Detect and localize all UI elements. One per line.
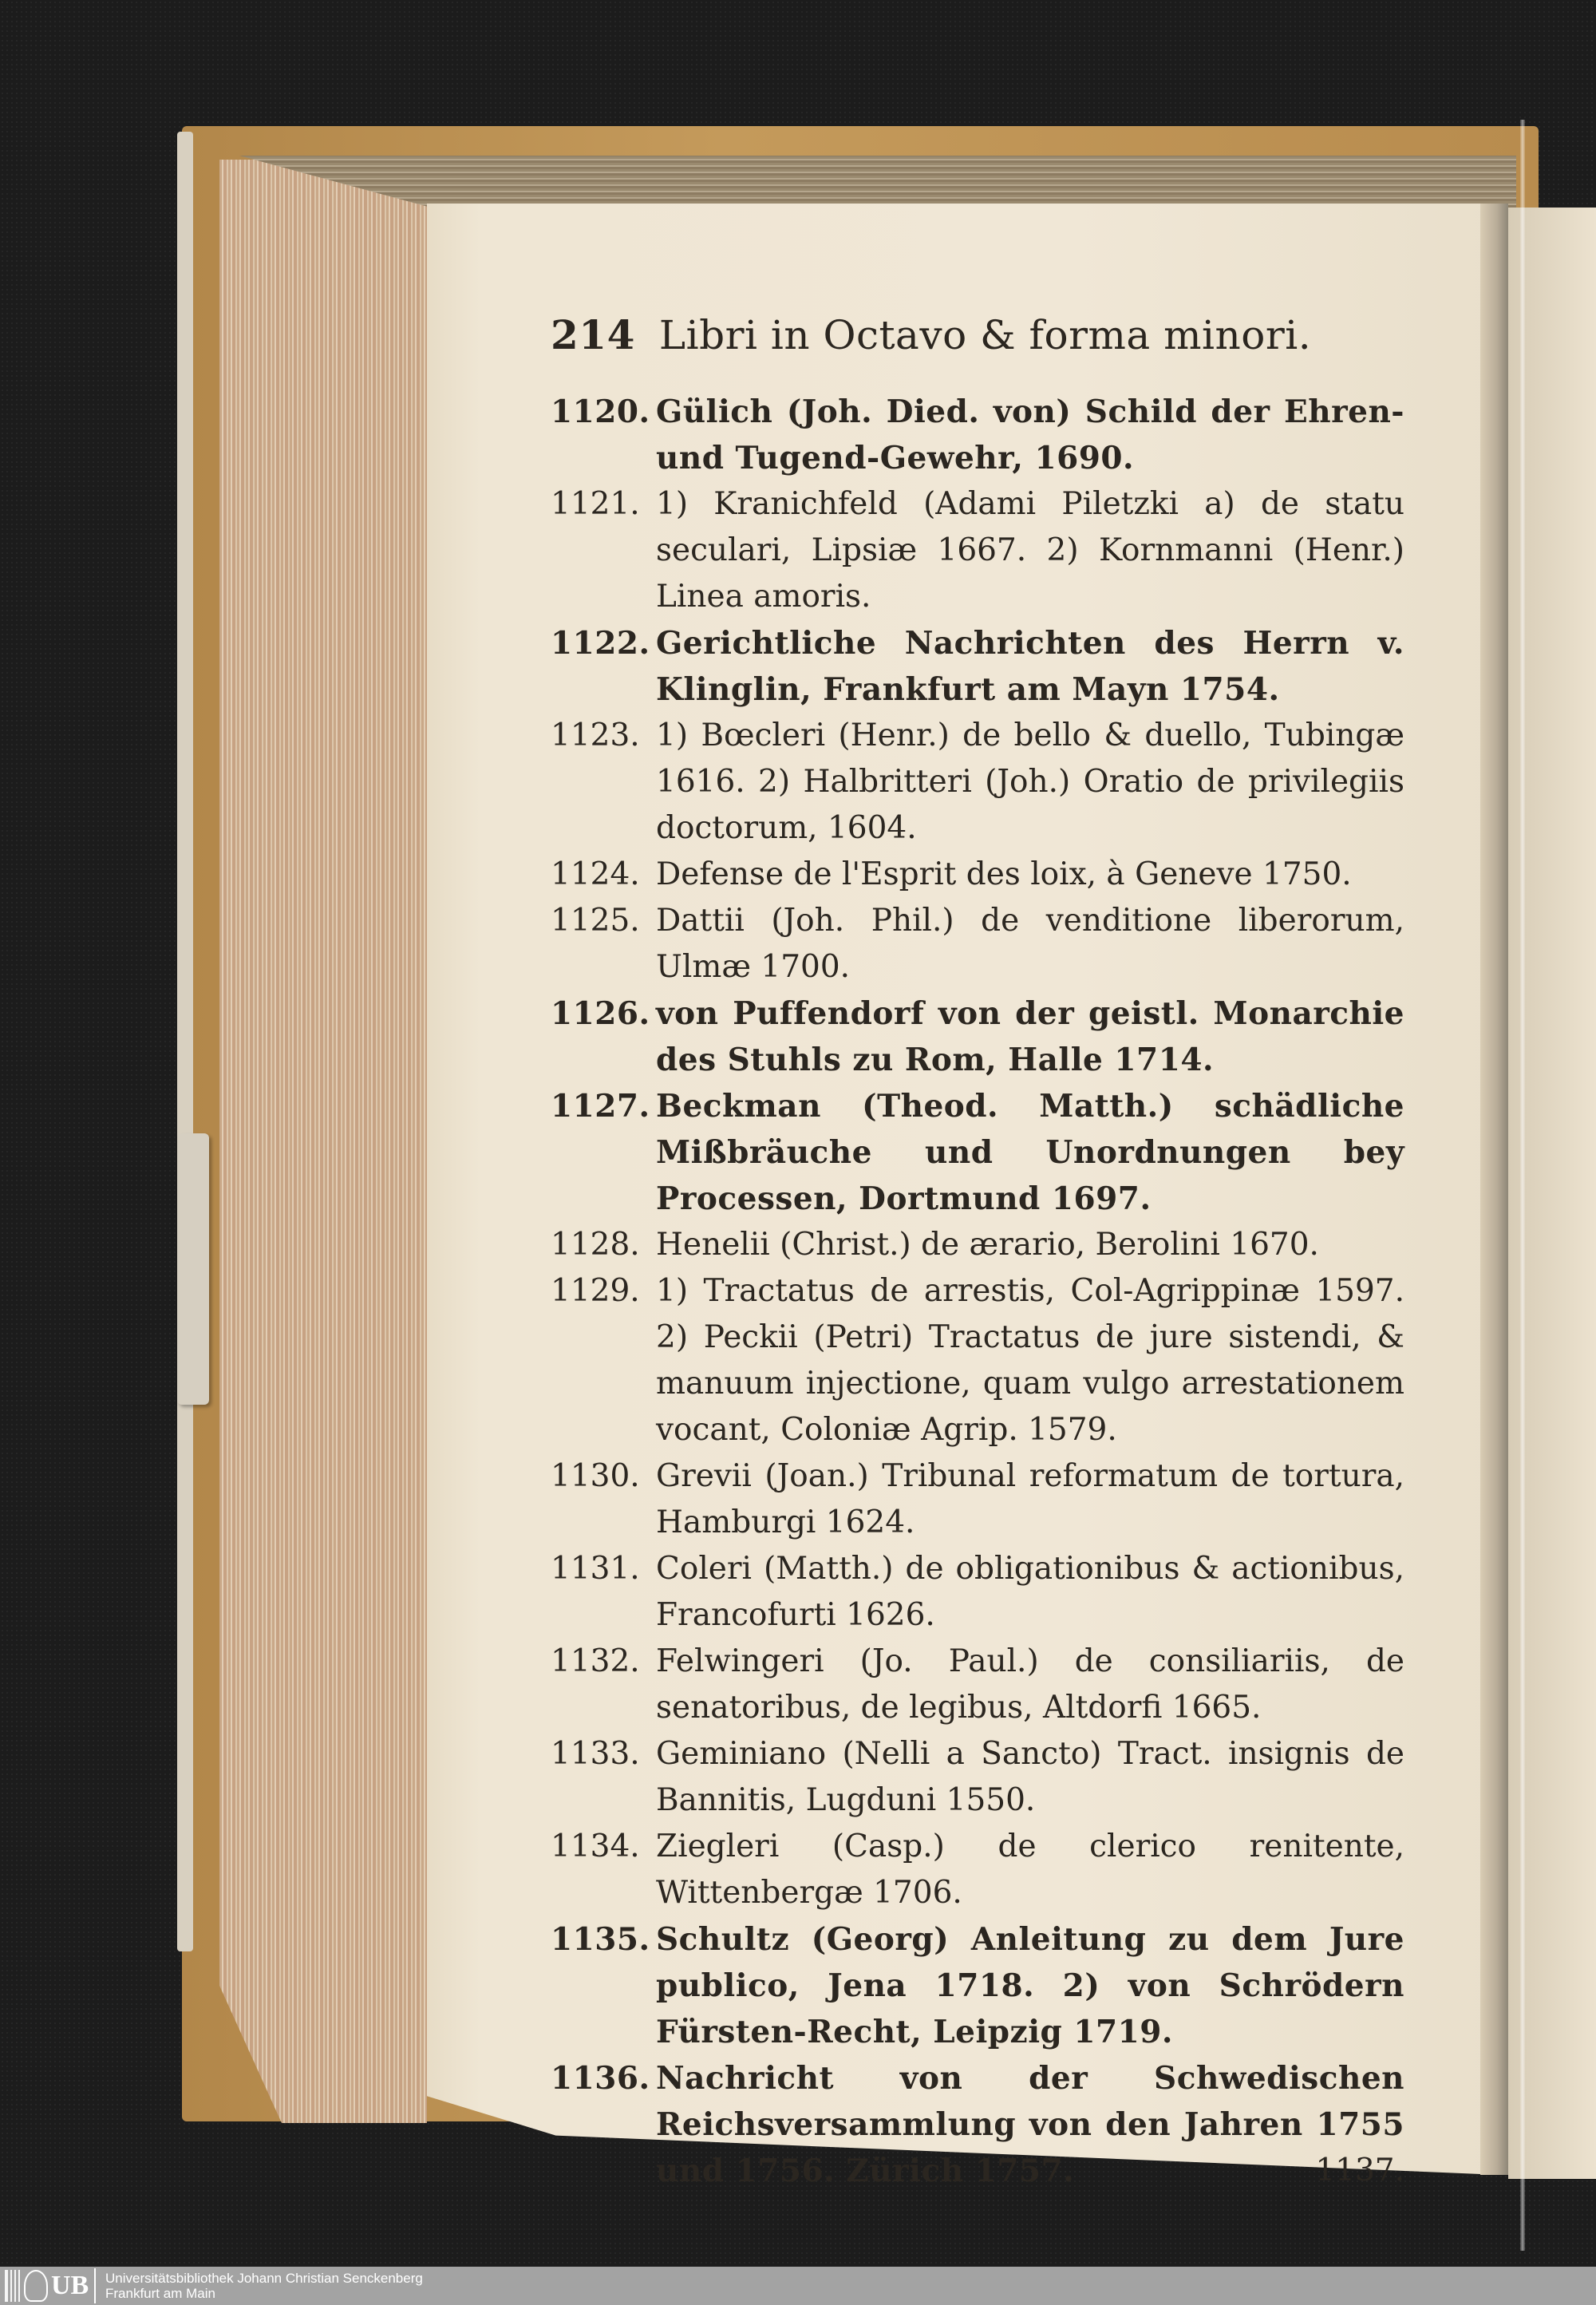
entry-number: 1125. xyxy=(551,903,640,939)
catalog-entry xyxy=(551,481,1404,620)
entry-number: 1135. xyxy=(551,1921,650,1958)
page-block-top xyxy=(239,156,1516,208)
entry-number: 1120. xyxy=(551,393,650,430)
catalog-entry xyxy=(551,1453,1404,1546)
entry-text: 1) Bœcleri (Henr.) de bello & duello, Tubingæ 1616. 2) Halbritteri (Joh.) Oratio de privilegiis doctorum, 1604. xyxy=(656,718,1404,846)
entry-number: 1128. xyxy=(551,1227,640,1263)
entry-text: 1) Tractatus de arrestis, Col-Agrippinæ 1597. 2) Peckii (Petri) Tractatus de jure sistendi, & manuum injectione, quam vulgo arrestationem vocant, Coloniæ Agrip. 1579. xyxy=(656,1273,1404,1448)
entry-text: Schultz (Georg) Anleitung zu dem Jure publico, Jena 1718. 2) von Schrödern Fürsten-Recht, Leipzig 1719. xyxy=(656,1921,1404,2050)
entry-number: 1124. xyxy=(551,856,640,892)
institution-city: Frankfurt am Main xyxy=(105,2286,215,2301)
catalog-entry xyxy=(551,620,1404,713)
entry-number: 1123. xyxy=(551,718,640,753)
entry-number: 1121. xyxy=(551,486,640,522)
entry-number: 1130. xyxy=(551,1458,640,1494)
entry-text: Geminiano (Nelli a Sancto) Tract. insignis de Bannitis, Lugduni 1550. xyxy=(656,1736,1404,1818)
institution-name: Universitätsbibliothek Johann Christian Senckenberg xyxy=(105,2271,423,2286)
catalog-entry xyxy=(551,1268,1404,1453)
entry-text: Felwingeri (Jo. Paul.) de consiliariis, de senatoribus, de legibus, Altdorfi 1665. xyxy=(656,1643,1404,1726)
catalog-entry xyxy=(551,898,1404,990)
running-head: Libri in Octavo & forma minori. xyxy=(658,312,1312,358)
library-logo xyxy=(0,2268,96,2303)
entry-text: Gerichtliche Nachrichten des Herrn v. Klinglin, Frankfurt am Mayn 1754. xyxy=(656,625,1404,708)
entry-text: Beckman (Theod. Matth.) schädliche Mißbräuche und Unordnungen bey Processen, Dortmund 1697. xyxy=(656,1088,1404,1217)
entry-text: Nachricht von der Schwedischen Reichsversammlung von den Jahren 1755 und 1756. Zürich 1757. xyxy=(656,2060,1404,2189)
entry-number: 1122. xyxy=(551,625,650,662)
catalog-entry xyxy=(551,1222,1404,1268)
entry-text: Grevii (Joan.) Tribunal reformatum de tortura, Hamburgi 1624. xyxy=(656,1458,1404,1540)
gutter-shadow xyxy=(1480,204,1508,2175)
logo-text: UB xyxy=(51,2271,89,2300)
catalog-entry xyxy=(551,990,1404,1083)
entry-number: 1131. xyxy=(551,1551,640,1587)
entry-text: Defense de l'Esprit des loix, à Geneve 1750. xyxy=(656,856,1352,892)
entry-text: Gülich (Joh. Died. von) Schild der Ehren- und Tugend-Gewehr, 1690. xyxy=(656,393,1404,476)
entry-text: Coleri (Matth.) de obligationibus & actionibus, Francofurti 1626. xyxy=(656,1551,1404,1633)
catalog-entry xyxy=(551,389,1404,481)
footer-text xyxy=(105,2271,423,2301)
page-number: 214 xyxy=(551,311,635,358)
entry-text: Henelii (Christ.) de ærario, Berolini 1670. xyxy=(656,1227,1319,1263)
page-block-edge xyxy=(219,160,427,2123)
running-header xyxy=(551,311,1404,358)
entry-text: 1) Kranichfeld (Adami Piletzki a) de statu seculari, Lipsiæ 1667. 2) Kornmanni (Henr.) Linea amoris. xyxy=(656,486,1404,615)
catalog-entry xyxy=(551,1639,1404,1731)
logo-columns-icon xyxy=(5,2270,21,2302)
catalog-entries xyxy=(551,389,1404,2194)
page-text-block xyxy=(551,311,1404,2194)
entry-text: Ziegleri (Casp.) de clerico renitente, Wittenbergæ 1706. xyxy=(656,1829,1404,1911)
catalog-entry xyxy=(551,713,1404,852)
catchword: 1137. xyxy=(1315,2153,1404,2188)
logo-bust-icon xyxy=(24,2270,48,2302)
catalog-entry xyxy=(551,1546,1404,1639)
entry-number: 1132. xyxy=(551,1643,640,1679)
catalog-entry xyxy=(551,1731,1404,1824)
catalog-entry xyxy=(551,1916,1404,2055)
cover-torn-edge xyxy=(177,132,193,1951)
catalog-entry xyxy=(551,1083,1404,1222)
catalog-entry xyxy=(551,852,1404,898)
spine-paper-patch xyxy=(177,1133,209,1405)
catalog-entry xyxy=(551,1824,1404,1916)
footer-bar xyxy=(0,2267,1596,2305)
glass-plate-reflection xyxy=(1520,120,1525,2251)
entry-number: 1133. xyxy=(551,1736,640,1772)
entry-text: von Puffendorf von der geistl. Monarchie des Stuhls zu Rom, Halle 1714. xyxy=(656,995,1404,1078)
entry-text: Dattii (Joh. Phil.) de venditione liberorum, Ulmæ 1700. xyxy=(656,903,1404,985)
entry-number: 1126. xyxy=(551,995,650,1032)
entry-number: 1127. xyxy=(551,1088,650,1125)
entry-number: 1129. xyxy=(551,1273,640,1309)
entry-number: 1134. xyxy=(551,1829,640,1864)
entry-number: 1136. xyxy=(551,2060,650,2097)
